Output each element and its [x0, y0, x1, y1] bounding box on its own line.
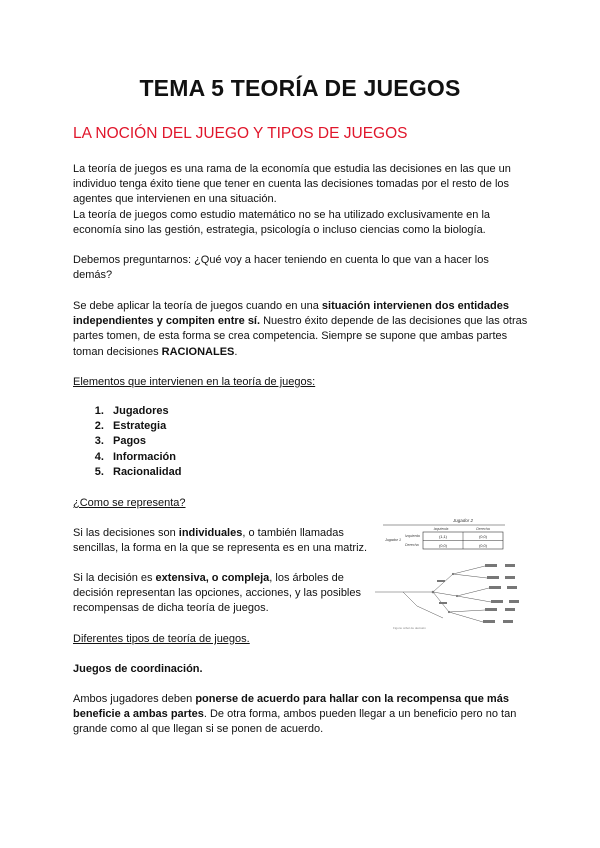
- coord-heading: Juegos de coordinación.: [73, 663, 203, 675]
- types-heading: Diferentes tipos de teoría de juegos.: [73, 633, 250, 645]
- matrix-cell: (1,1): [439, 535, 447, 539]
- elements-heading: Elementos que intervienen en la teoría de juegos:: [73, 376, 316, 388]
- intro-paragraph-2: La teoría de juegos como estudio matemático no se ha utilizado exclusivamente en la economía sino las gestión, estrategia, psicología o incluso ciencias como la biología.: [73, 209, 491, 237]
- matrix-top-label: Jugador 2: [452, 518, 474, 523]
- matrix-cell: (0,0): [479, 535, 487, 539]
- list-item: 3. Pagos: [107, 434, 181, 449]
- matrix-row-label: Izquierda: [405, 534, 420, 538]
- payoff-matrix-figure: [383, 517, 505, 551]
- list-item: 4. Información: [107, 450, 181, 465]
- rational-bold: RACIONALES: [161, 345, 235, 358]
- matrix-side-label: Jugador 1: [385, 538, 401, 542]
- matrix-cell: (0,0): [479, 544, 487, 548]
- section-title: LA NOCIÓN DEL JUEGO Y TIPOS DE JUEGOS: [73, 125, 408, 142]
- tree-caption: Figura: árbol de decisión: [393, 626, 426, 630]
- list-item: 1. Jugadores: [107, 404, 181, 419]
- page-title: TEMA 5 TEORÍA DE JUEGOS: [139, 75, 461, 101]
- list-item: 2. Estrategia: [107, 419, 181, 434]
- matrix-cell: (0,0): [439, 544, 447, 548]
- question-paragraph: Debemos preguntarnos: ¿Qué voy a hacer teniendo en cuenta lo que van a hacer los demás?: [73, 254, 489, 282]
- coord-paragraph: Ambos jugadores deben ponerse de acuerdo para hallar con la recompensa que más beneficie a ambas partes. De otra forma, ambos pueden llegar a un beneficio pero no tan grande como al que llegan si se ponen de acuerdo.: [73, 693, 517, 736]
- apply-bold: situación intervienen dos entidades independientes y compiten entre sí.: [73, 300, 509, 328]
- decision-tree-figure: [373, 560, 523, 630]
- elements-list: [73, 404, 181, 480]
- matrix-col-label: Derecha: [476, 527, 490, 531]
- intro-paragraph-1: La teoría de juegos es una rama de la economía que estudia las decisiones en las que un individuo tenga éxito tiene que tener en cuenta las decisiones tomadas por el resto de los agentes que intervienen en una situación.: [73, 163, 511, 206]
- represent-heading: ¿Como se representa?: [73, 497, 186, 509]
- extensive-paragraph: Si la decisión es extensiva, o compleja, los árboles de decisión representan las opciones, acciones, y las posibles recompensas de dicha teoría de juegos.: [73, 572, 361, 615]
- matrix-row-label: Derecha: [405, 543, 419, 547]
- apply-paragraph: Se debe aplicar la teoría de juegos cuando en una situación intervienen dos entidades independientes y compiten entre sí. Nuestro éxito depende de las decisiones que las otras partes tomen, de esta forma se crea competencia. Siempre se supone que ambas partes toman decisiones RACIONALES.: [73, 300, 528, 358]
- matrix-col-label: Izquierda: [433, 527, 449, 531]
- individual-paragraph: Si las decisiones son individuales, o también llamadas sencillas, la forma en la que se representa es en una matriz.: [73, 527, 368, 555]
- list-item: 5. Racionalidad: [107, 465, 181, 480]
